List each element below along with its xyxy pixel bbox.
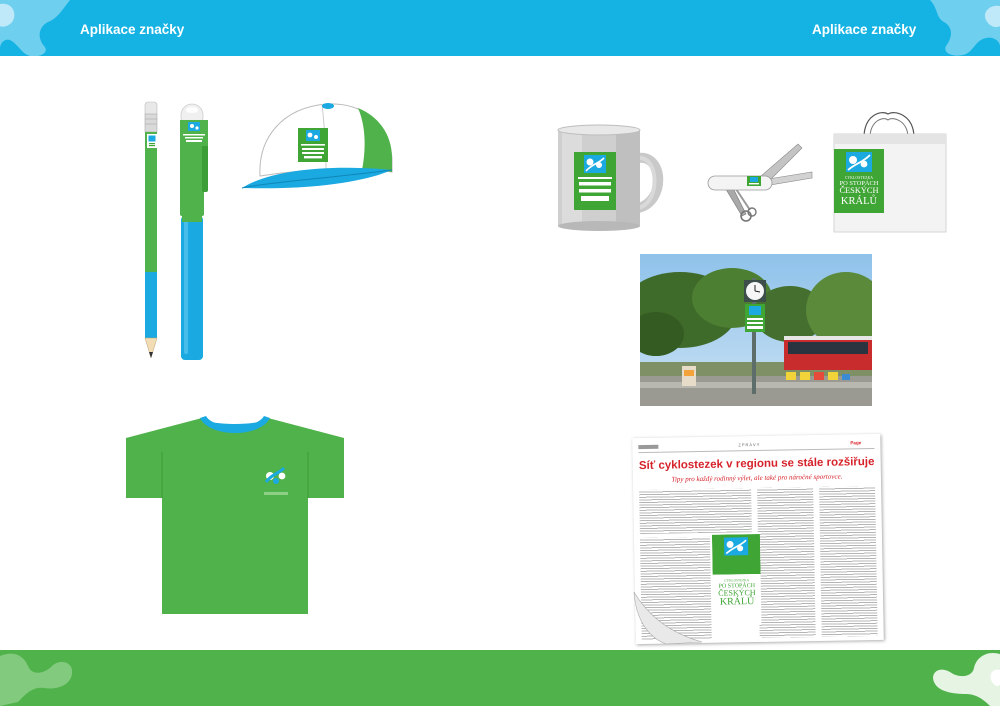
bag-logo-line3: ČESKÝCH (839, 186, 879, 196)
tshirt-logo (262, 466, 290, 486)
tshirt-image (122, 416, 348, 616)
page-title-left: Aplikace značky (80, 22, 185, 37)
mug-logo (574, 152, 616, 210)
street-scene (640, 254, 872, 406)
footer-right-decoration (910, 650, 1000, 706)
newspaper-headline: Síť cyklostezek v regionu se stále rozšiřuje (638, 455, 875, 473)
bag-logo-line2: PO STOPÁCH (839, 179, 879, 187)
newspaper-masthead-mark (638, 445, 658, 449)
bag-logo-line4: KRÁLŮ (840, 196, 878, 208)
header-left-decoration (0, 0, 80, 56)
pen-logo (180, 120, 208, 146)
shopping-bag-logo-text (834, 177, 884, 207)
newspaper-curl (626, 582, 706, 647)
newspaper-column-2 (757, 487, 816, 638)
newspaper-clipping (626, 432, 890, 647)
newspaper-column-1-top (639, 488, 752, 534)
newspaper-logo (712, 534, 762, 625)
newspaper-logo-mark (712, 534, 761, 575)
page-title-right: Aplikace značky (812, 22, 917, 37)
header-bar (0, 0, 1000, 56)
newspaper-logo-line4: KRÁLŮ (719, 596, 755, 608)
newspaper-logo-line2: PO STOPÁCH (718, 582, 756, 590)
street-photo (640, 254, 872, 406)
newspaper-header (638, 438, 874, 453)
pocket-knife-logo (747, 176, 761, 186)
footer-left-decoration (0, 650, 90, 706)
pencil-logo (147, 134, 157, 148)
header-right-decoration (910, 0, 1000, 56)
cap-logo (298, 128, 328, 162)
tshirt-logo-text (264, 492, 288, 495)
newspaper-subheadline: Tipy pro každý rodinný výlet, ale také pro náročné sportovce. (671, 472, 843, 484)
footer-bar (0, 650, 1000, 706)
newspaper-logo-line3: ČESKÝCH (718, 587, 756, 598)
newspaper-logo-line1: CYKLOSTEZKA (724, 578, 750, 583)
newspaper-page-label: Page (850, 440, 862, 446)
newspaper-column-3 (819, 486, 878, 637)
newspaper-section: ZPRÁVY (738, 441, 761, 448)
bag-logo-line1: CYKLOSTEZKA (844, 176, 874, 180)
